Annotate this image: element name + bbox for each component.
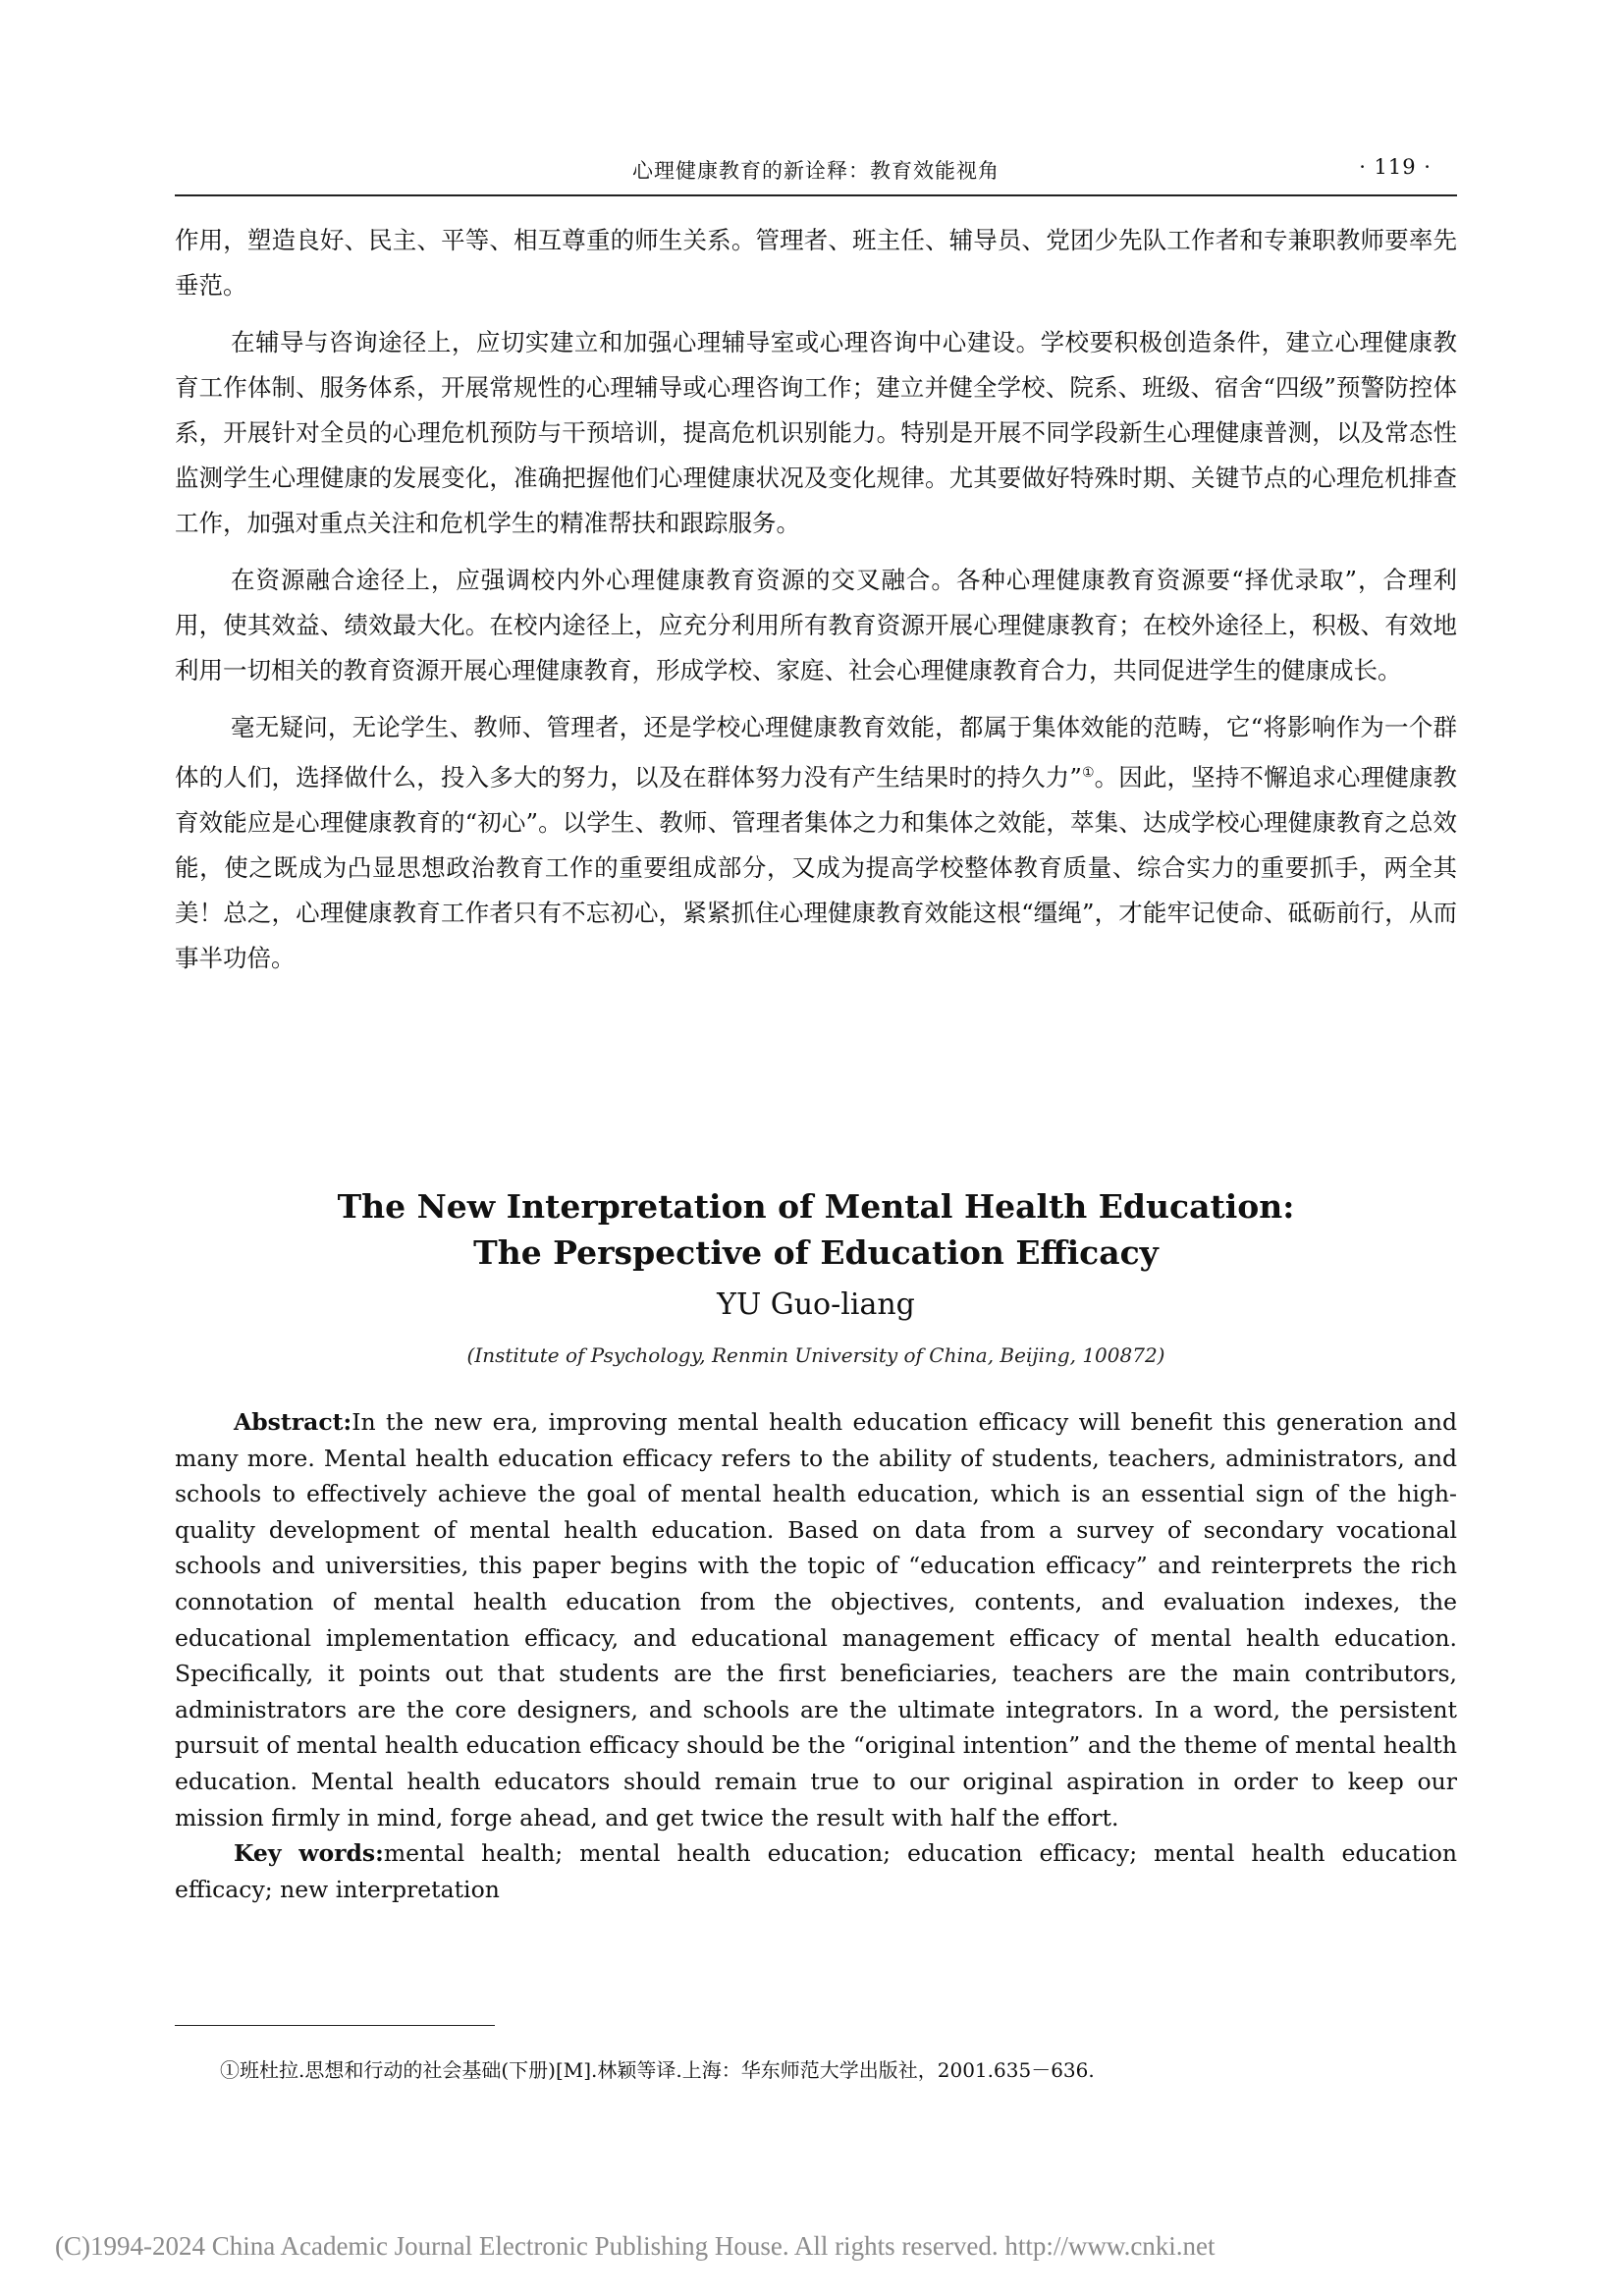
- page-number: · 119 ·: [1359, 155, 1432, 179]
- english-abstract: [175, 1404, 1457, 1907]
- keywords-label: Key words:: [234, 1839, 384, 1868]
- cn-paragraph-3: 在资源融合途径上，应强调校内外心理健康教育资源的交叉融合。各种心理健康教育资源要“择优录取”，合理利用，使其效益、绩效最大化。在校内途径上，应充分利用所有教育资源开展心理健康教育；在校外途径上，积极、有效地利用一切相关的教育资源开展心理健康教育，形成学校、家庭、社会心理健康教育合力，共同促进学生的健康成长。: [175, 566, 1457, 684]
- english-affiliation: (Institute of Psychology, Renmin University of China, Beijing, 100872): [466, 1343, 1165, 1367]
- english-author: YU Guo-liang: [717, 1287, 915, 1322]
- english-title: [175, 1183, 1457, 1276]
- header-rule: [175, 194, 1457, 196]
- cn-paragraph-2: 在辅导与咨询途径上，应切实建立和加强心理辅导室或心理咨询中心建设。学校要积极创造条件，建立心理健康教育工作体制、服务体系，开展常规性的心理辅导或心理咨询工作；建立并健全学校、院系、班级、宿舍“四级”预警防控体系，开展针对全员的心理危机预防与干预培训，提高危机识别能力。特别是开展不同学段新生心理健康普测，以及常态性监测学生心理健康的发展变化，准确把握他们心理健康状况及变化规律。尤其要做好特殊时期、关键节点的心理危机排查工作，加强对重点关注和危机学生的精准帮扶和跟踪服务。: [175, 328, 1457, 537]
- cn-paragraph-1: 作用，塑造良好、民主、平等、相互尊重的师生关系。管理者、班主任、辅导员、党团少先队工作者和专兼职教师要率先垂范。: [175, 226, 1457, 300]
- chinese-body: [175, 218, 1457, 993]
- copyright-watermark: (C)1994-2024 China Academic Journal Electronic Publishing House. All rights reserved. http://www.cnki.net: [55, 2231, 1216, 2261]
- footnote: ①班杜拉.思想和行动的社会基础(下册)[M].林颖等译.上海：华东师范大学出版社，2001.635－636.: [220, 2058, 1095, 2082]
- abstract-text: In the new era, improving mental health education efficacy will benefit this generation and many more. Mental health education efficacy refers to the ability of students, teachers, administrators, and schools to effectively achieve the goal of mental health education, which is an essential sign of the high-quality development of mental health education. Based on data from a survey of secondary vocational schools and universities, this paper begins with the topic of “education efficacy” and reinterprets the rich connotation of mental health education from the objectives, contents, and evaluation indexes, the educational implementation efficacy, and educational management efficacy of mental health education. Specifically, it points out that students are the first beneficiaries, teachers are the main contributors, administrators are the core designers, and schools are the ultimate integrators. In a word, the persistent pursuit of mental health education efficacy should be the “original intention” and the theme of mental health education. Mental health educators should remain true to our original aspiration in order to keep our mission firmly in mind, forge ahead, and get twice the result with half the effort.: [175, 1408, 1457, 1831]
- abstract-paragraph: [175, 1404, 1457, 1835]
- footnote-marker: ①: [1081, 765, 1095, 781]
- cn-paragraph-4-part-1: 毫无疑问，无论学生、教师、管理者，还是学校心理健康教育效能，都属于集体效能的范畴，它“将影响作为一个群体的人们，选择做什么，投入多大的努力，以及在群体努力没有产生结果时的持久力”: [175, 713, 1457, 793]
- abstract-label: Abstract:: [234, 1408, 352, 1436]
- cn-paragraph-4: [175, 705, 1457, 981]
- english-title-line-1: The New Interpretation of Mental Health Education:: [337, 1187, 1295, 1226]
- keywords-text: mental health; mental health education; education efficacy; mental health education efficacy; new interpretation: [175, 1839, 1457, 1903]
- running-title: 心理健康教育的新诠释：教育效能视角: [632, 159, 1000, 183]
- footnote-rule: [175, 2025, 495, 2026]
- keywords-paragraph: [175, 1835, 1457, 1907]
- english-title-line-2: The Perspective of Education Efficacy: [473, 1233, 1159, 1272]
- cn-paragraph-4-part-2: 。因此，坚持不懈追求心理健康教育效能应是心理健康教育的“初心”。以学生、教师、管理者集体之力和集体之效能，萃集、达成学校心理健康教育之总效能，使之既成为凸显思想政治教育工作的重要组成部分，又成为提高学校整体教育质量、综合实力的重要抓手，两全其美！总之，心理健康教育工作者只有不忘初心，紧紧抓住心理健康教育效能这根“缰绳”，才能牢记使命、砥砺前行，从而事半功倍。: [175, 763, 1457, 973]
- running-header: [175, 155, 1457, 194]
